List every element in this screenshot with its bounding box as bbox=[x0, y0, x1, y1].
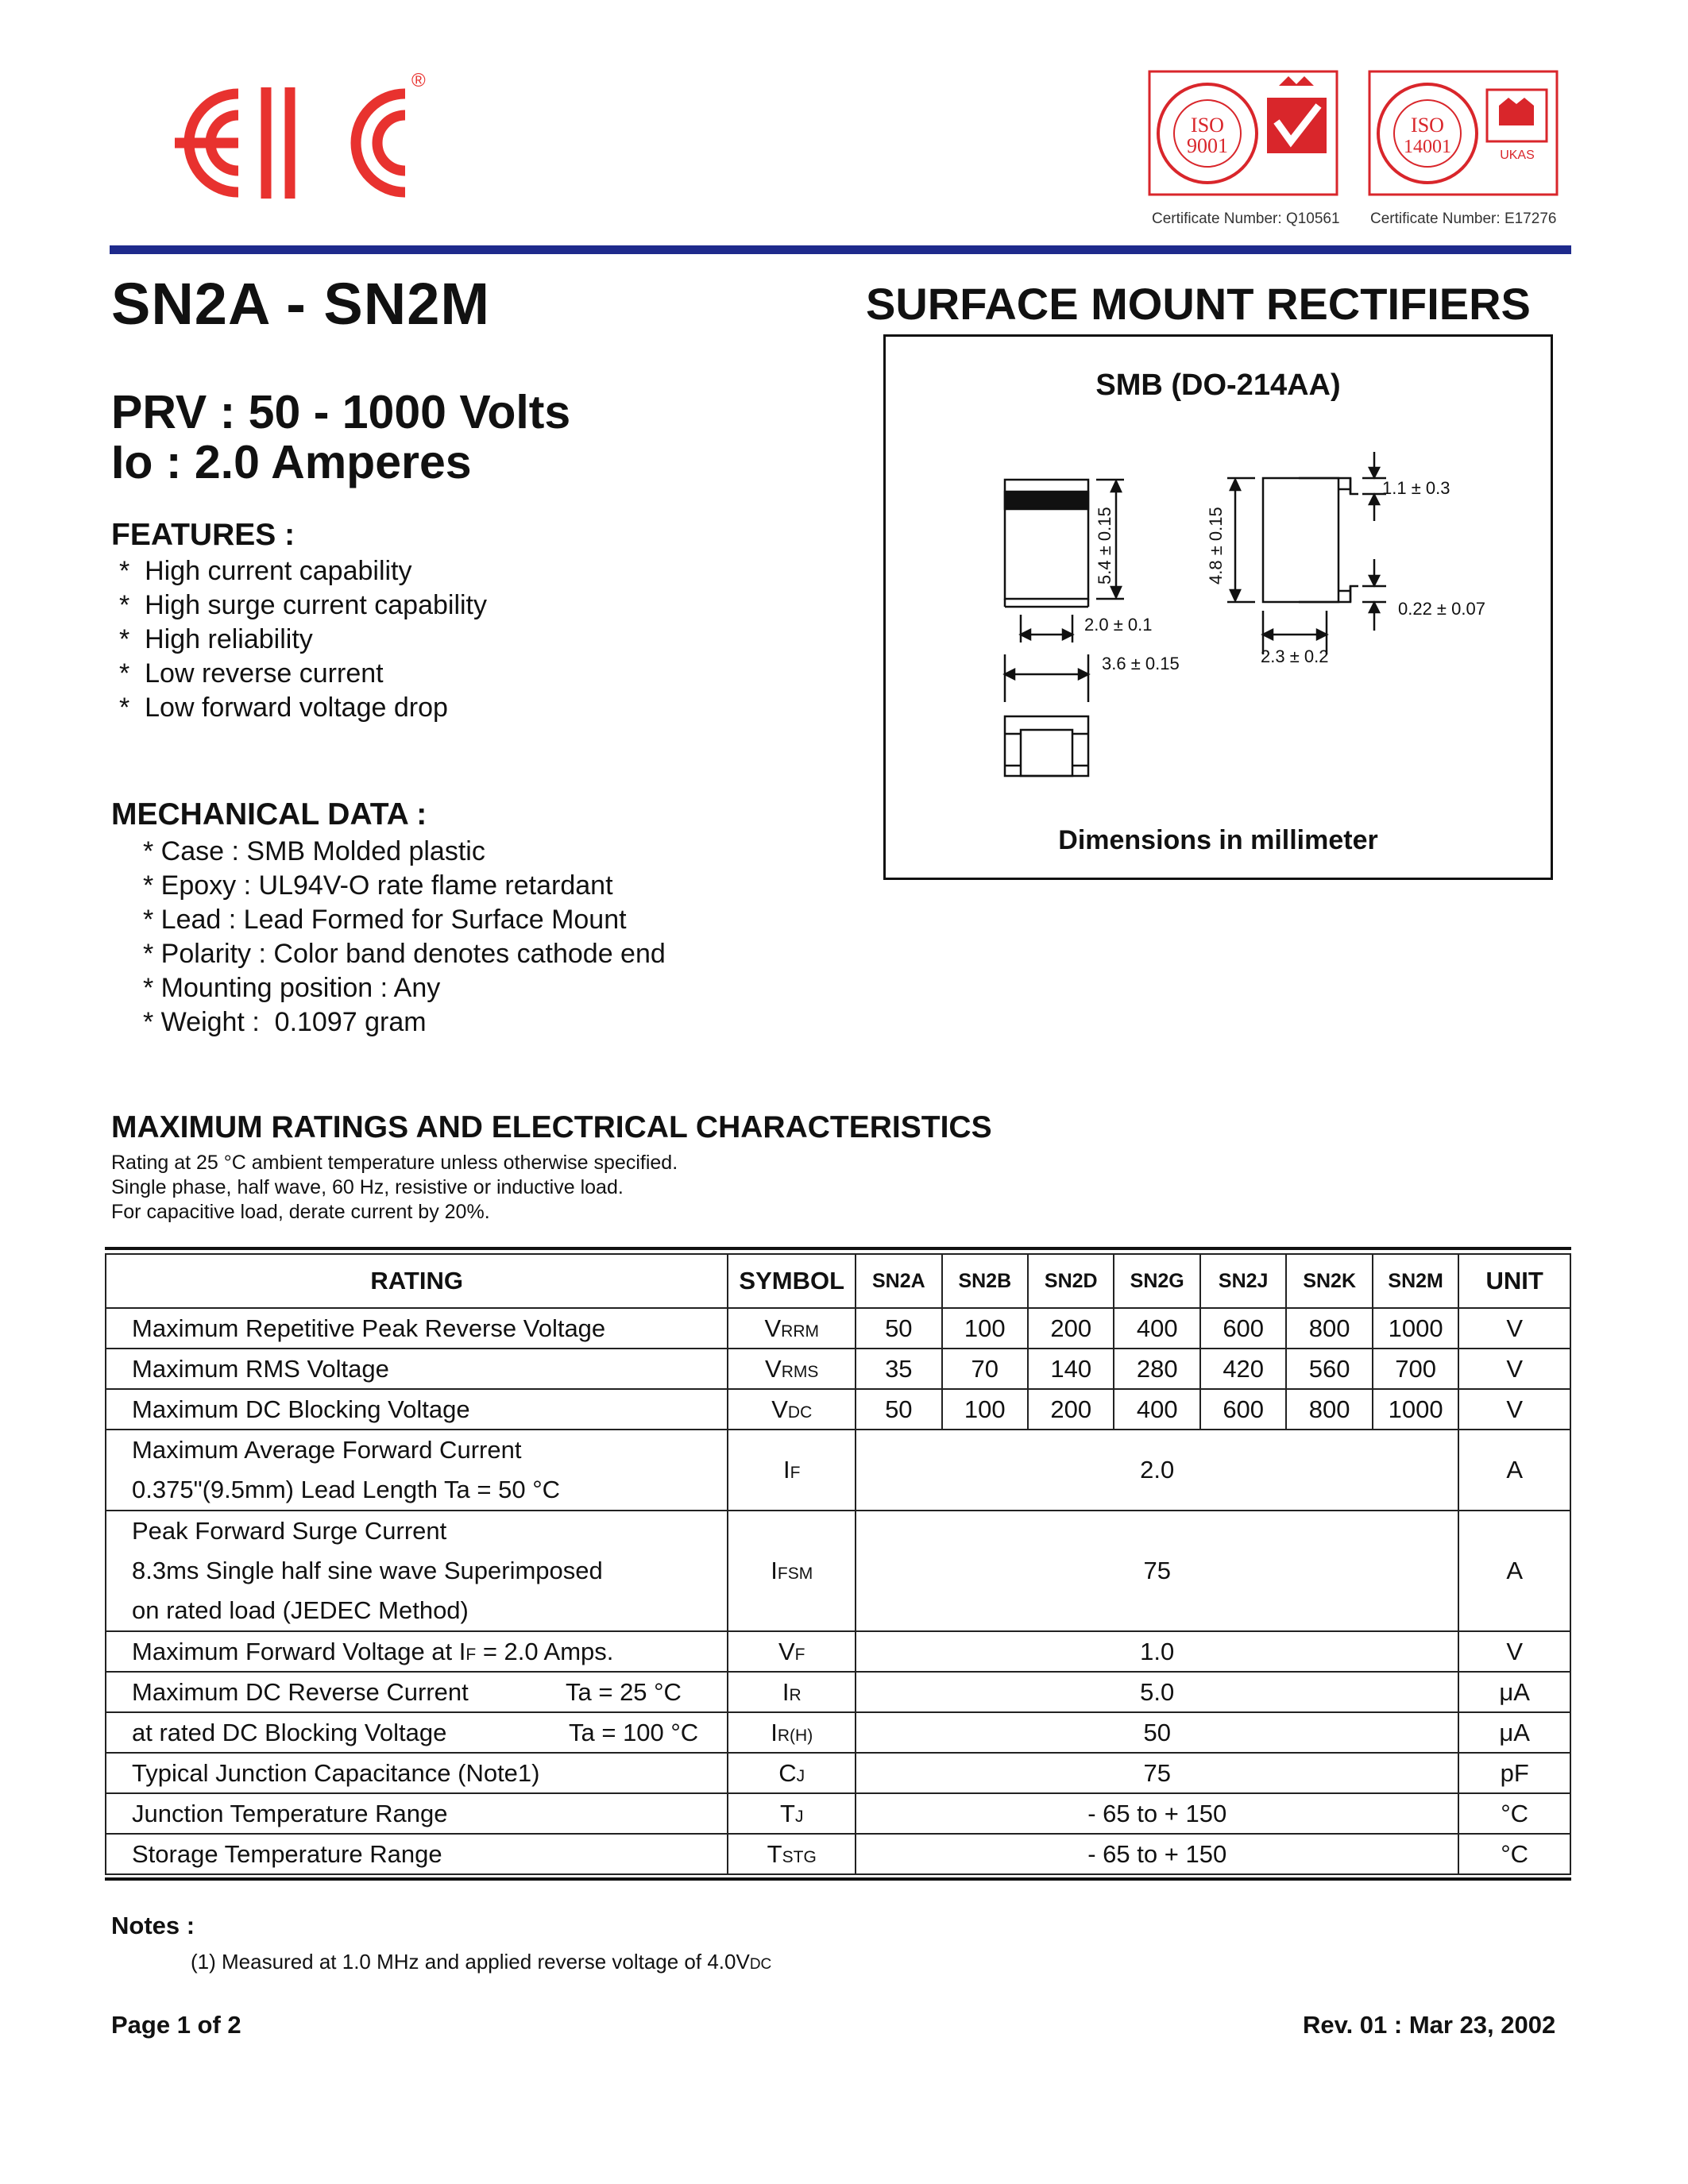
page-number: Page 1 of 2 bbox=[111, 2011, 241, 2039]
value-cell: 280 bbox=[1114, 1349, 1199, 1389]
rating-label: Maximum Average Forward Current 0.375"(9.5mm) Lead Length Ta = 50 °C bbox=[106, 1430, 728, 1511]
column-header: SN2K bbox=[1286, 1254, 1372, 1308]
symbol-cell: IR bbox=[728, 1672, 856, 1712]
unit-cell: V bbox=[1458, 1349, 1570, 1389]
value-cell: 600 bbox=[1200, 1308, 1286, 1349]
table-row bbox=[106, 1349, 1570, 1389]
value-cell: 560 bbox=[1286, 1349, 1372, 1389]
iso9001-badge bbox=[1148, 70, 1338, 201]
table-row bbox=[106, 1631, 1570, 1672]
symbol-cell: IF bbox=[728, 1430, 856, 1511]
symbol-cell: VRMS bbox=[728, 1349, 856, 1389]
svg-text:14001: 14001 bbox=[1404, 137, 1451, 157]
symbol-cell: TJ bbox=[728, 1793, 856, 1834]
rating-label: Storage Temperature Range bbox=[106, 1834, 728, 1874]
feature-item: * Low forward voltage drop bbox=[119, 693, 448, 723]
table-row bbox=[106, 1389, 1570, 1430]
feature-item: * Low reverse current bbox=[119, 658, 384, 689]
note-item: (1) Measured at 1.0 MHz and applied reverse voltage of 4.0VDC bbox=[191, 1950, 772, 1974]
dim-width-inner: 2.0 ± 0.1 bbox=[1084, 615, 1153, 635]
unit-cell: V bbox=[1458, 1308, 1570, 1349]
mechanical-item: * Mounting position : Any bbox=[143, 973, 441, 1003]
dim-height-side: 4.8 ± 0.15 bbox=[1206, 507, 1226, 585]
column-header: UNIT bbox=[1458, 1254, 1570, 1308]
mechanical-item: * Case : SMB Molded plastic bbox=[143, 836, 485, 866]
rating-label: Maximum Forward Voltage at IF = 2.0 Amps. bbox=[106, 1631, 728, 1672]
doc-type-title: SURFACE MOUNT RECTIFIERS bbox=[866, 279, 1531, 329]
value-cell: 600 bbox=[1200, 1389, 1286, 1430]
unit-cell: V bbox=[1458, 1631, 1570, 1672]
svg-text:UKAS: UKAS bbox=[1500, 149, 1535, 162]
symbol-cell: VDC bbox=[728, 1389, 856, 1430]
table-row bbox=[106, 1308, 1570, 1349]
table-row bbox=[106, 1834, 1570, 1874]
cert-number-iso14001: Certificate Number: E17276 bbox=[1370, 210, 1557, 227]
column-header: SYMBOL bbox=[728, 1254, 856, 1308]
value-cell: 75 bbox=[856, 1511, 1458, 1631]
unit-cell: °C bbox=[1458, 1793, 1570, 1834]
unit-cell: μA bbox=[1458, 1712, 1570, 1753]
symbol-cell: IR(H) bbox=[728, 1712, 856, 1753]
column-header: SN2J bbox=[1200, 1254, 1286, 1308]
eic-logo bbox=[143, 71, 445, 214]
revision-date: Rev. 01 : Mar 23, 2002 bbox=[1303, 2011, 1556, 2039]
value-cell: 100 bbox=[942, 1389, 1028, 1430]
dimensions-unit-label: Dimensions in millimeter bbox=[1058, 825, 1378, 855]
symbol-cell: CJ bbox=[728, 1753, 856, 1793]
dim-lead-thickness: 1.1 ± 0.3 bbox=[1382, 478, 1450, 498]
unit-cell: A bbox=[1458, 1511, 1570, 1631]
symbol-cell: IFSM bbox=[728, 1511, 856, 1631]
value-cell: 800 bbox=[1286, 1389, 1372, 1430]
ratings-table bbox=[105, 1253, 1571, 1875]
value-cell: 400 bbox=[1114, 1308, 1199, 1349]
column-header: SN2G bbox=[1114, 1254, 1199, 1308]
column-header: RATING bbox=[106, 1254, 728, 1308]
header-rule bbox=[110, 245, 1571, 254]
io-spec: Io : 2.0 Amperes bbox=[111, 436, 472, 488]
table-row bbox=[106, 1511, 1570, 1631]
rating-label: Maximum RMS Voltage bbox=[106, 1349, 728, 1389]
unit-cell: μA bbox=[1458, 1672, 1570, 1712]
feature-item: * High surge current capability bbox=[119, 590, 488, 620]
value-cell: 75 bbox=[856, 1753, 1458, 1793]
rating-label: Peak Forward Surge Current 8.3ms Single half sine wave Superimposed on rated load (JEDEC Method) bbox=[106, 1511, 728, 1631]
value-cell: 2.0 bbox=[856, 1430, 1458, 1511]
value-cell: 50 bbox=[856, 1712, 1458, 1753]
symbol-cell: VRRM bbox=[728, 1308, 856, 1349]
table-row bbox=[106, 1793, 1570, 1834]
symbol-cell: VF bbox=[728, 1631, 856, 1672]
mechanical-item: * Lead : Lead Formed for Surface Mount bbox=[143, 905, 627, 935]
rating-label: Maximum DC Reverse Current Ta = 25 °C bbox=[106, 1672, 728, 1712]
prv-spec: PRV : 50 - 1000 Volts bbox=[111, 386, 571, 438]
value-cell: 1000 bbox=[1373, 1389, 1458, 1430]
mechanical-item: * Epoxy : UL94V-O rate flame retardant bbox=[143, 870, 613, 901]
registered-mark: ® bbox=[411, 70, 426, 91]
package-drawing-box bbox=[883, 334, 1553, 880]
value-cell: 400 bbox=[1114, 1389, 1199, 1430]
table-top-rule bbox=[105, 1247, 1571, 1250]
mechanical-item: * Weight : 0.1097 gram bbox=[143, 1007, 427, 1037]
value-cell: 420 bbox=[1200, 1349, 1286, 1389]
features-heading: FEATURES : bbox=[111, 518, 295, 552]
rating-condition: For capacitive load, derate current by 20%. bbox=[111, 1201, 490, 1223]
value-cell: 200 bbox=[1028, 1308, 1114, 1349]
table-row bbox=[106, 1430, 1570, 1511]
value-cell: - 65 to + 150 bbox=[856, 1834, 1458, 1874]
value-cell: 70 bbox=[942, 1349, 1028, 1389]
unit-cell: A bbox=[1458, 1430, 1570, 1511]
dim-lead-plating: 0.22 ± 0.07 bbox=[1398, 599, 1485, 619]
rating-label: Maximum DC Blocking Voltage bbox=[106, 1389, 728, 1430]
ratings-heading: MAXIMUM RATINGS AND ELECTRICAL CHARACTERISTICS bbox=[111, 1110, 992, 1144]
rating-label: Typical Junction Capacitance (Note1) bbox=[106, 1753, 728, 1793]
unit-cell: pF bbox=[1458, 1753, 1570, 1793]
value-cell: - 65 to + 150 bbox=[856, 1793, 1458, 1834]
dim-side-width: 2.3 ± 0.2 bbox=[1261, 646, 1329, 666]
rating-condition: Single phase, half wave, 60 Hz, resistive or inductive load. bbox=[111, 1176, 624, 1198]
column-header: SN2B bbox=[942, 1254, 1028, 1308]
unit-cell: V bbox=[1458, 1389, 1570, 1430]
rating-label: at rated DC Blocking Voltage Ta = 100 °C bbox=[106, 1712, 728, 1753]
svg-text:ISO: ISO bbox=[1191, 114, 1224, 137]
notes-heading: Notes : bbox=[111, 1912, 195, 1939]
package-title: SMB (DO-214AA) bbox=[1095, 369, 1341, 402]
column-header: SN2D bbox=[1028, 1254, 1114, 1308]
svg-text:9001: 9001 bbox=[1187, 134, 1228, 157]
symbol-cell: TSTG bbox=[728, 1834, 856, 1874]
column-header: SN2M bbox=[1373, 1254, 1458, 1308]
value-cell: 140 bbox=[1028, 1349, 1114, 1389]
table-row bbox=[106, 1712, 1570, 1753]
unit-cell: °C bbox=[1458, 1834, 1570, 1874]
value-cell: 800 bbox=[1286, 1308, 1372, 1349]
column-header: SN2A bbox=[856, 1254, 941, 1308]
cert-number-iso9001: Certificate Number: Q10561 bbox=[1152, 210, 1340, 227]
value-cell: 100 bbox=[942, 1308, 1028, 1349]
iso14001-badge bbox=[1368, 70, 1559, 201]
value-cell: 1.0 bbox=[856, 1631, 1458, 1672]
value-cell: 35 bbox=[856, 1349, 941, 1389]
value-cell: 5.0 bbox=[856, 1672, 1458, 1712]
dim-width-outer: 3.6 ± 0.15 bbox=[1102, 654, 1180, 673]
value-cell: 700 bbox=[1373, 1349, 1458, 1389]
svg-text:ISO: ISO bbox=[1411, 114, 1444, 137]
table-row bbox=[106, 1672, 1570, 1712]
rating-condition: Rating at 25 °C ambient temperature unless otherwise specified. bbox=[111, 1152, 678, 1174]
value-cell: 50 bbox=[856, 1308, 941, 1349]
mechanical-heading: MECHANICAL DATA : bbox=[111, 797, 427, 832]
feature-item: * High reliability bbox=[119, 624, 313, 654]
mechanical-item: * Polarity : Color band denotes cathode end bbox=[143, 939, 666, 969]
value-cell: 200 bbox=[1028, 1389, 1114, 1430]
table-bottom-rule bbox=[105, 1877, 1571, 1881]
rating-label: Maximum Repetitive Peak Reverse Voltage bbox=[106, 1308, 728, 1349]
feature-item: * High current capability bbox=[119, 556, 412, 586]
dim-height-body: 5.4 ± 0.15 bbox=[1095, 507, 1114, 585]
table-row bbox=[106, 1753, 1570, 1793]
rating-label: Junction Temperature Range bbox=[106, 1793, 728, 1834]
value-cell: 50 bbox=[856, 1389, 941, 1430]
value-cell: 1000 bbox=[1373, 1308, 1458, 1349]
part-range-title: SN2A - SN2M bbox=[111, 271, 491, 337]
table-header-row bbox=[106, 1254, 1570, 1308]
